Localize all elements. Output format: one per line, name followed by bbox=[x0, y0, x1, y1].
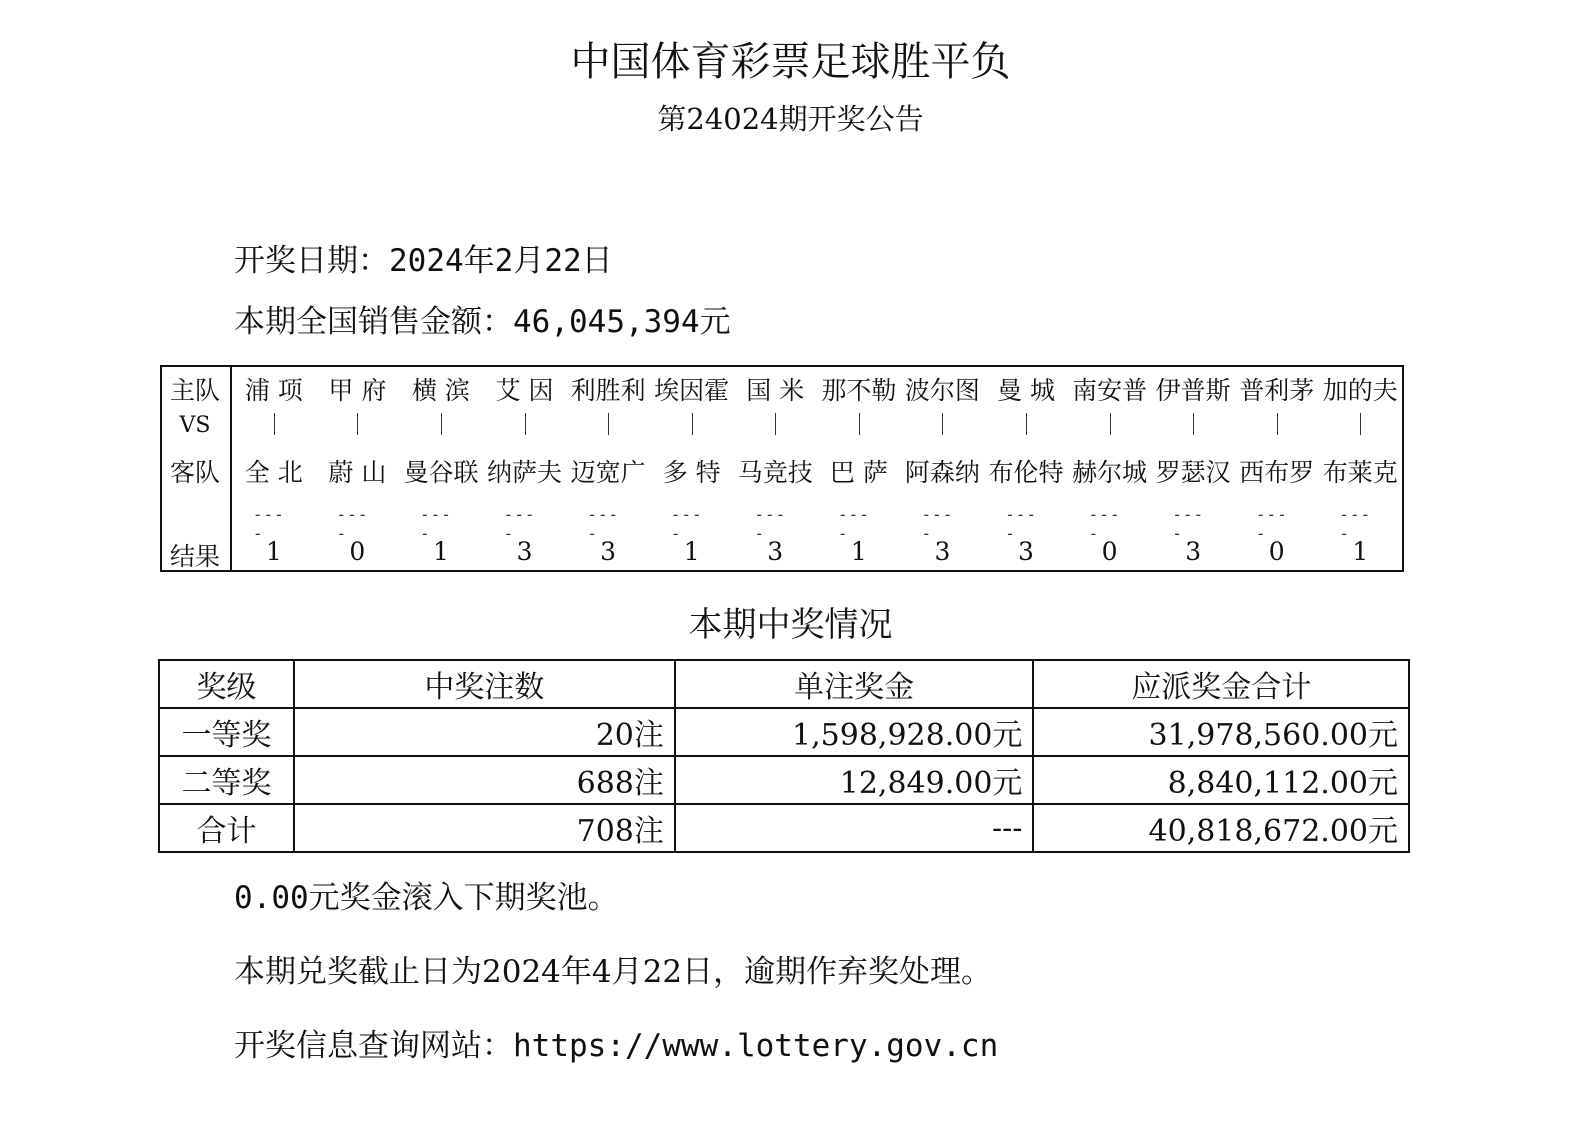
match-result: 3 bbox=[600, 537, 617, 566]
separator-dashes: ---- bbox=[754, 505, 787, 543]
table-row bbox=[159, 708, 1409, 756]
separator-dashes: ---- bbox=[921, 505, 954, 543]
header-unit: 单注奖金 bbox=[675, 660, 1034, 708]
match-result: 3 bbox=[1185, 537, 1202, 566]
match-row-labels bbox=[162, 367, 232, 570]
away-team: 赫尔城 bbox=[1072, 458, 1148, 487]
deadline-prefix: 本期兑奖截止日为 bbox=[234, 954, 482, 990]
result-label: 结果 bbox=[169, 542, 220, 571]
separator-dashes: ---- bbox=[1088, 505, 1121, 543]
home-team: 伊普斯 bbox=[1155, 376, 1231, 405]
match-result: 3 bbox=[767, 537, 784, 566]
header-count: 中奖注数 bbox=[294, 660, 675, 708]
rollover-line bbox=[234, 872, 619, 917]
separator-dashes: ---- bbox=[670, 505, 703, 543]
prize-total: 8,840,112.00元 bbox=[1033, 756, 1409, 804]
separator-dashes: ---- bbox=[336, 505, 369, 543]
away-team: 布伦特 bbox=[988, 458, 1064, 487]
vs-divider bbox=[525, 413, 526, 435]
vs-divider bbox=[1026, 413, 1027, 435]
deadline-suffix: ，逾期作弃奖处理。 bbox=[713, 954, 993, 990]
page-subtitle: 第24024期开奖公告 bbox=[657, 102, 924, 136]
away-team: 阿森纳 bbox=[904, 458, 980, 487]
prize-level: 合计 bbox=[159, 804, 294, 852]
separator-dashes: ---- bbox=[1339, 505, 1372, 543]
home-team: 浦 项 bbox=[244, 376, 303, 405]
rollover-text: 元奖金滚入下期奖池。 bbox=[308, 880, 619, 916]
rollover-value: 0.00 bbox=[234, 880, 309, 916]
prize-unit: --- bbox=[675, 804, 1034, 852]
draw-date-line bbox=[234, 235, 613, 280]
away-team: 蔚 山 bbox=[328, 458, 387, 487]
away-team: 纳萨夫 bbox=[487, 458, 563, 487]
vs-label: VS bbox=[179, 413, 211, 438]
separator-dashes: ---- bbox=[420, 505, 452, 543]
page-title: 中国体育彩票足球胜平负 bbox=[570, 39, 1011, 85]
match-column bbox=[483, 367, 567, 570]
vs-divider bbox=[859, 413, 860, 435]
vs-divider bbox=[942, 413, 943, 435]
home-team: 国 米 bbox=[746, 376, 805, 405]
prize-level: 一等奖 bbox=[159, 708, 294, 756]
vs-divider bbox=[274, 413, 275, 435]
home-team: 曼 城 bbox=[997, 376, 1055, 405]
vs-divider bbox=[357, 413, 358, 435]
match-column bbox=[1235, 367, 1319, 570]
match-result: 3 bbox=[934, 537, 951, 566]
match-result: 1 bbox=[850, 537, 867, 566]
deadline-value: 2024年4月22日 bbox=[482, 954, 714, 990]
website-link[interactable]: https://www.lottery.gov.cn bbox=[513, 1028, 999, 1064]
prize-count: 20注 bbox=[294, 708, 675, 756]
match-column bbox=[399, 367, 483, 570]
vs-divider bbox=[1360, 413, 1361, 435]
away-team: 布莱克 bbox=[1322, 458, 1398, 487]
match-column bbox=[1319, 367, 1403, 570]
separator-dashes: ---- bbox=[1255, 505, 1288, 543]
match-result: 0 bbox=[349, 537, 366, 566]
prize-total: 31,978,560.00元 bbox=[1033, 708, 1409, 756]
away-team: 多 特 bbox=[662, 458, 721, 487]
vs-divider bbox=[1193, 413, 1194, 435]
match-result: 1 bbox=[265, 537, 282, 566]
prize-header-row bbox=[159, 660, 1409, 708]
separator-dashes: ---- bbox=[503, 505, 536, 543]
home-team: 南安普 bbox=[1072, 376, 1148, 405]
vs-divider bbox=[1110, 413, 1111, 435]
sales-line bbox=[234, 296, 731, 341]
prize-level: 二等奖 bbox=[159, 756, 294, 804]
match-column bbox=[316, 367, 400, 570]
vs-divider bbox=[775, 413, 776, 435]
match-result: 3 bbox=[516, 537, 533, 566]
home-team: 横 滨 bbox=[411, 376, 470, 405]
vs-divider bbox=[608, 413, 609, 435]
home-team: 甲 府 bbox=[328, 376, 387, 405]
match-column bbox=[650, 367, 734, 570]
draw-date-value: 2024年2月22日 bbox=[389, 243, 613, 279]
away-team: 罗瑟汉 bbox=[1155, 458, 1231, 487]
match-columns bbox=[232, 367, 1402, 570]
prize-section-title: 本期中奖情况 bbox=[688, 605, 893, 645]
prize-table bbox=[158, 659, 1410, 853]
separator-dashes: ---- bbox=[252, 505, 285, 543]
prize-unit: 12,849.00元 bbox=[675, 756, 1034, 804]
home-team: 加的夫 bbox=[1322, 376, 1398, 405]
prize-total: 40,818,672.00元 bbox=[1033, 804, 1409, 852]
match-results-table bbox=[160, 365, 1404, 572]
match-column bbox=[817, 367, 901, 570]
match-column bbox=[1068, 367, 1152, 570]
vs-divider bbox=[441, 413, 442, 435]
away-team: 曼谷联 bbox=[403, 458, 479, 487]
match-result: 1 bbox=[1352, 537, 1369, 566]
prize-unit: 1,598,928.00元 bbox=[675, 708, 1034, 756]
sales-label: 本期全国销售金额： bbox=[234, 304, 513, 340]
match-column bbox=[733, 367, 817, 570]
separator-dashes: ---- bbox=[837, 505, 870, 543]
vs-divider bbox=[1277, 413, 1278, 435]
draw-date-label: 开奖日期： bbox=[234, 243, 389, 279]
website-line bbox=[234, 1020, 998, 1065]
home-team: 利胜利 bbox=[570, 376, 646, 405]
deadline-line bbox=[234, 946, 992, 991]
home-team: 波尔图 bbox=[904, 376, 980, 405]
home-team: 那不勒 bbox=[821, 376, 897, 405]
separator-dashes: ---- bbox=[587, 505, 620, 543]
match-result: 0 bbox=[1268, 537, 1285, 566]
sales-value: 46,045,394元 bbox=[513, 304, 731, 340]
separator-dashes: ---- bbox=[1005, 505, 1037, 543]
away-team: 西布罗 bbox=[1239, 458, 1315, 487]
match-column bbox=[232, 367, 316, 570]
away-label: 客队 bbox=[169, 458, 220, 487]
away-team: 迈宽广 bbox=[570, 458, 646, 487]
away-team: 巴 萨 bbox=[829, 458, 888, 487]
header-total: 应派奖金合计 bbox=[1033, 660, 1409, 708]
home-team: 艾 因 bbox=[495, 376, 554, 405]
website-label: 开奖信息查询网站： bbox=[234, 1028, 513, 1064]
away-team: 马竞技 bbox=[737, 458, 813, 487]
separator-dashes: ---- bbox=[1172, 505, 1205, 543]
vs-divider bbox=[692, 413, 693, 435]
match-result: 0 bbox=[1101, 537, 1118, 566]
prize-count: 708注 bbox=[294, 804, 675, 852]
match-column bbox=[901, 367, 985, 570]
match-result: 3 bbox=[1018, 537, 1034, 566]
home-label: 主队 bbox=[169, 376, 220, 405]
match-result: 1 bbox=[683, 537, 700, 566]
match-column bbox=[984, 367, 1068, 570]
header-level: 奖级 bbox=[159, 660, 294, 708]
match-column bbox=[1151, 367, 1235, 570]
table-row bbox=[159, 756, 1409, 804]
match-column bbox=[566, 367, 650, 570]
home-team: 普利茅 bbox=[1239, 376, 1315, 405]
match-result: 1 bbox=[432, 537, 449, 566]
table-row bbox=[159, 804, 1409, 852]
home-team: 埃因霍 bbox=[654, 376, 730, 405]
prize-count: 688注 bbox=[294, 756, 675, 804]
away-team: 全 北 bbox=[244, 458, 303, 487]
